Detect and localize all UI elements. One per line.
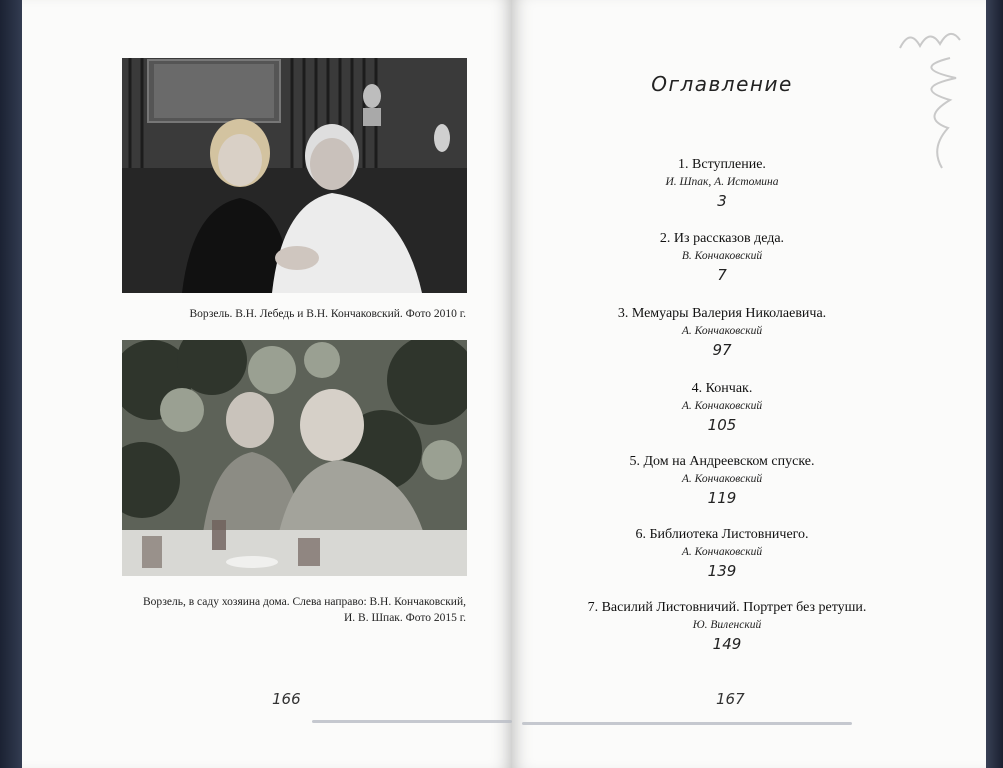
toc-entry-title: 3. Мемуары Валерия Николаевича. xyxy=(617,306,827,321)
toc-entry-page: 119 xyxy=(707,489,737,507)
toc-entry-page: 7 xyxy=(717,266,727,284)
toc-entry-1 xyxy=(512,156,932,212)
photo1-caption-text: Ворзель. В.Н. Лебедь и В.Н. Кончаковский. Фото 2010 г. xyxy=(189,308,466,320)
toc-entry-title: 4. Кончак. xyxy=(691,381,753,396)
toc-entry-title: 1. Вступление. xyxy=(678,157,766,172)
toc-entry-page: 139 xyxy=(707,562,737,580)
toc-entry-7 xyxy=(512,599,942,655)
toc-entry-2 xyxy=(512,230,932,286)
photo2-caption-line2: И. В. Шпак. Фото 2015 г. xyxy=(343,612,466,624)
photo2-caption-line1: Ворзель, в саду хозяина дома. Слева направо: В.Н. Кончаковский, xyxy=(143,596,466,608)
toc-entry-6 xyxy=(512,526,932,582)
right-page xyxy=(512,0,986,768)
toc-entry-author: А. Кончаковский xyxy=(681,400,763,412)
photo1-caption xyxy=(86,306,466,322)
toc-entry-title: 7. Василий Листовничий. Портрет без ретуши. xyxy=(587,600,867,615)
photo-garden-two-men xyxy=(122,340,467,576)
toc-entry-title: 5. Дом на Андреевском спуске. xyxy=(629,454,815,469)
book-cover-edge-right xyxy=(985,0,1003,768)
toc-entry-author: А. Кончаковский xyxy=(681,546,763,558)
photo1-image xyxy=(122,58,467,293)
toc-entry-page: 97 xyxy=(712,341,732,359)
toc-entry-title: 6. Библиотека Листовничего. xyxy=(635,527,809,542)
toc-entry-5 xyxy=(512,453,932,509)
pencil-scribble xyxy=(890,18,970,178)
toc-entry-author: А. Кончаковский xyxy=(681,473,763,485)
toc-entry-page: 149 xyxy=(712,635,742,653)
toc-title: Оглавление xyxy=(651,72,793,96)
toc-entry-4 xyxy=(512,380,932,436)
page-edge-shadow-left xyxy=(312,720,512,723)
toc-entry-page: 105 xyxy=(707,416,737,434)
toc-entry-author: И. Шпак, А. Истомина xyxy=(665,176,779,188)
page-number-left: 166 xyxy=(272,690,301,708)
photo-portrait-two-people xyxy=(122,58,467,293)
left-page xyxy=(22,0,512,768)
toc-entry-author: Ю. Виленский xyxy=(692,619,762,631)
page-number-right: 167 xyxy=(716,690,745,708)
photo2-image xyxy=(122,340,467,576)
toc-entry-page: 3 xyxy=(717,192,727,210)
page-edge-shadow-right xyxy=(522,722,852,725)
toc-entry-author: В. Кончаковский xyxy=(681,250,763,262)
toc-entry-3 xyxy=(512,305,932,361)
toc-entry-author: А. Кончаковский xyxy=(681,325,763,337)
toc-entry-title: 2. Из рассказов деда. xyxy=(659,231,785,246)
photo2-caption xyxy=(86,594,466,626)
